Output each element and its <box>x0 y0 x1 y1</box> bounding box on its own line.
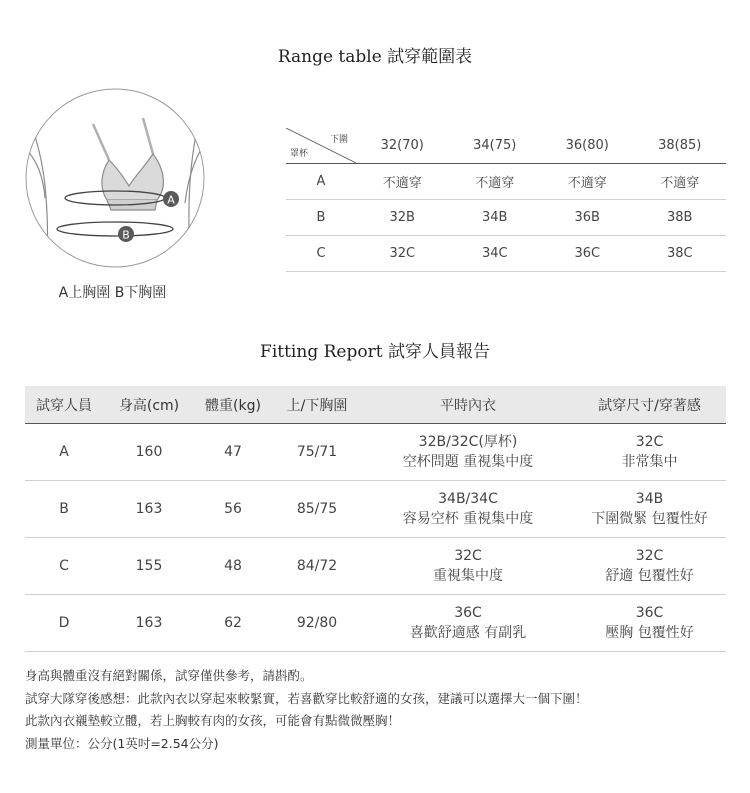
fit-person: D <box>25 595 103 652</box>
illustration-caption: A上胸圍 B下胸圍 <box>58 285 167 301</box>
fit-result-line: 34B <box>635 491 664 507</box>
range-col-header: 32(70) <box>356 128 449 164</box>
note-line: 試穿大隊穿後感想：此款內衣以穿起來較緊實，若喜歡穿比較舒適的女孩，建議可以選擇大一個下圍！ <box>25 690 588 706</box>
range-table-corner <box>286 128 356 164</box>
fit-result-line: 下圍微緊 包覆性好 <box>591 511 708 527</box>
fit-usual-line: 36C <box>454 605 482 621</box>
range-row <box>286 236 726 272</box>
fit-header-fit: 試穿尺寸/穿著感 <box>573 386 726 424</box>
fit-usual-line: 32C <box>454 548 482 564</box>
fit-result <box>573 595 726 652</box>
fit-result <box>573 481 726 538</box>
fit-usual-line: 容易空杯 重視集中度 <box>402 511 534 527</box>
corner-band-label: 下圍 <box>329 135 348 145</box>
fit-usual-line: 空杯問題 重視集中度 <box>402 454 534 470</box>
fit-height: 160 <box>103 424 195 481</box>
fit-row <box>25 595 726 652</box>
fit-result-line: 非常集中 <box>621 454 678 470</box>
fit-usual <box>363 481 573 538</box>
fit-person: A <box>25 424 103 481</box>
range-col-header: 38(85) <box>634 128 727 164</box>
fit-bust: 85/75 <box>271 481 363 538</box>
note-line: 身高與體重沒有絕對關係，試穿僅供參考，請斟酌。 <box>25 668 313 683</box>
fit-person: B <box>25 481 103 538</box>
range-cell: 34B <box>449 200 542 236</box>
fit-weight: 48 <box>195 538 271 595</box>
range-col-header: 34(75) <box>449 128 542 164</box>
range-cell: 32C <box>356 236 449 272</box>
fit-result-line: 32C <box>635 548 664 564</box>
fit-result-line: 32C <box>635 434 664 450</box>
fit-usual <box>363 595 573 652</box>
fit-weight: 47 <box>195 424 271 481</box>
fit-weight: 62 <box>195 595 271 652</box>
range-cell: 36B <box>541 200 634 236</box>
marker-b-label: B <box>122 228 130 242</box>
range-cell: 38C <box>634 236 727 272</box>
fit-height: 163 <box>103 481 195 538</box>
marker-a-label: A <box>167 193 175 207</box>
fitting-report-table <box>25 386 726 652</box>
fit-usual <box>363 424 573 481</box>
fit-bust: 84/72 <box>271 538 363 595</box>
range-cup-label: A <box>286 164 356 200</box>
fit-row <box>25 424 726 481</box>
fit-person: C <box>25 538 103 595</box>
fit-bust: 75/71 <box>271 424 363 481</box>
fit-header-usual: 平時內衣 <box>363 386 573 424</box>
fit-height: 155 <box>103 538 195 595</box>
note-line: 測量單位：公分(1英吋=2.54公分) <box>25 735 219 751</box>
fit-result-line: 36C <box>635 605 664 621</box>
range-col-header: 36(80) <box>541 128 634 164</box>
range-cell: 36C <box>541 236 634 272</box>
fit-header-person: 試穿人員 <box>25 386 103 424</box>
fit-usual-line: 32B/32C(厚杯) <box>418 434 518 450</box>
fit-result <box>573 538 726 595</box>
fit-usual-line: 34B/34C <box>438 491 498 507</box>
range-cell: 32B <box>356 200 449 236</box>
range-cell: 34C <box>449 236 542 272</box>
fit-result-line: 舒適 包覆性好 <box>605 568 694 584</box>
note-line: 此款內衣襯墊較立體，若上胸較有肉的女孩，可能會有點微微壓胸！ <box>25 713 401 728</box>
fit-result <box>573 424 726 481</box>
fit-bust: 92/80 <box>271 595 363 652</box>
fitting-report-title: Fitting Report 試穿人員報告 <box>260 342 490 362</box>
fit-height: 163 <box>103 595 195 652</box>
fit-usual-line: 喜歡舒適感 有副乳 <box>409 625 527 641</box>
fit-usual-line: 重視集中度 <box>433 568 503 584</box>
range-row <box>286 164 726 200</box>
fit-header-bust: 上/下胸圍 <box>271 386 363 424</box>
corner-cup-label: 罩杯 <box>290 149 309 159</box>
range-cell: 不適穿 <box>634 164 727 200</box>
range-cell: 不適穿 <box>541 164 634 200</box>
range-cup-label: C <box>286 236 356 272</box>
fit-result-line: 壓胸 包覆性好 <box>605 625 694 641</box>
range-cup-label: B <box>286 200 356 236</box>
notes-section <box>25 665 588 755</box>
fit-weight: 56 <box>195 481 271 538</box>
bust-measurement-illustration <box>25 88 205 268</box>
range-cell: 不適穿 <box>356 164 449 200</box>
range-cell: 不適穿 <box>449 164 542 200</box>
range-cell: 38B <box>634 200 727 236</box>
range-row <box>286 200 726 236</box>
range-table <box>286 128 726 272</box>
fit-row <box>25 481 726 538</box>
fit-usual <box>363 538 573 595</box>
fit-header-height: 身高(cm) <box>103 386 195 424</box>
range-table-title: Range table 試穿範圍表 <box>277 47 473 67</box>
fit-header-weight: 體重(kg) <box>195 386 271 424</box>
fit-row <box>25 538 726 595</box>
